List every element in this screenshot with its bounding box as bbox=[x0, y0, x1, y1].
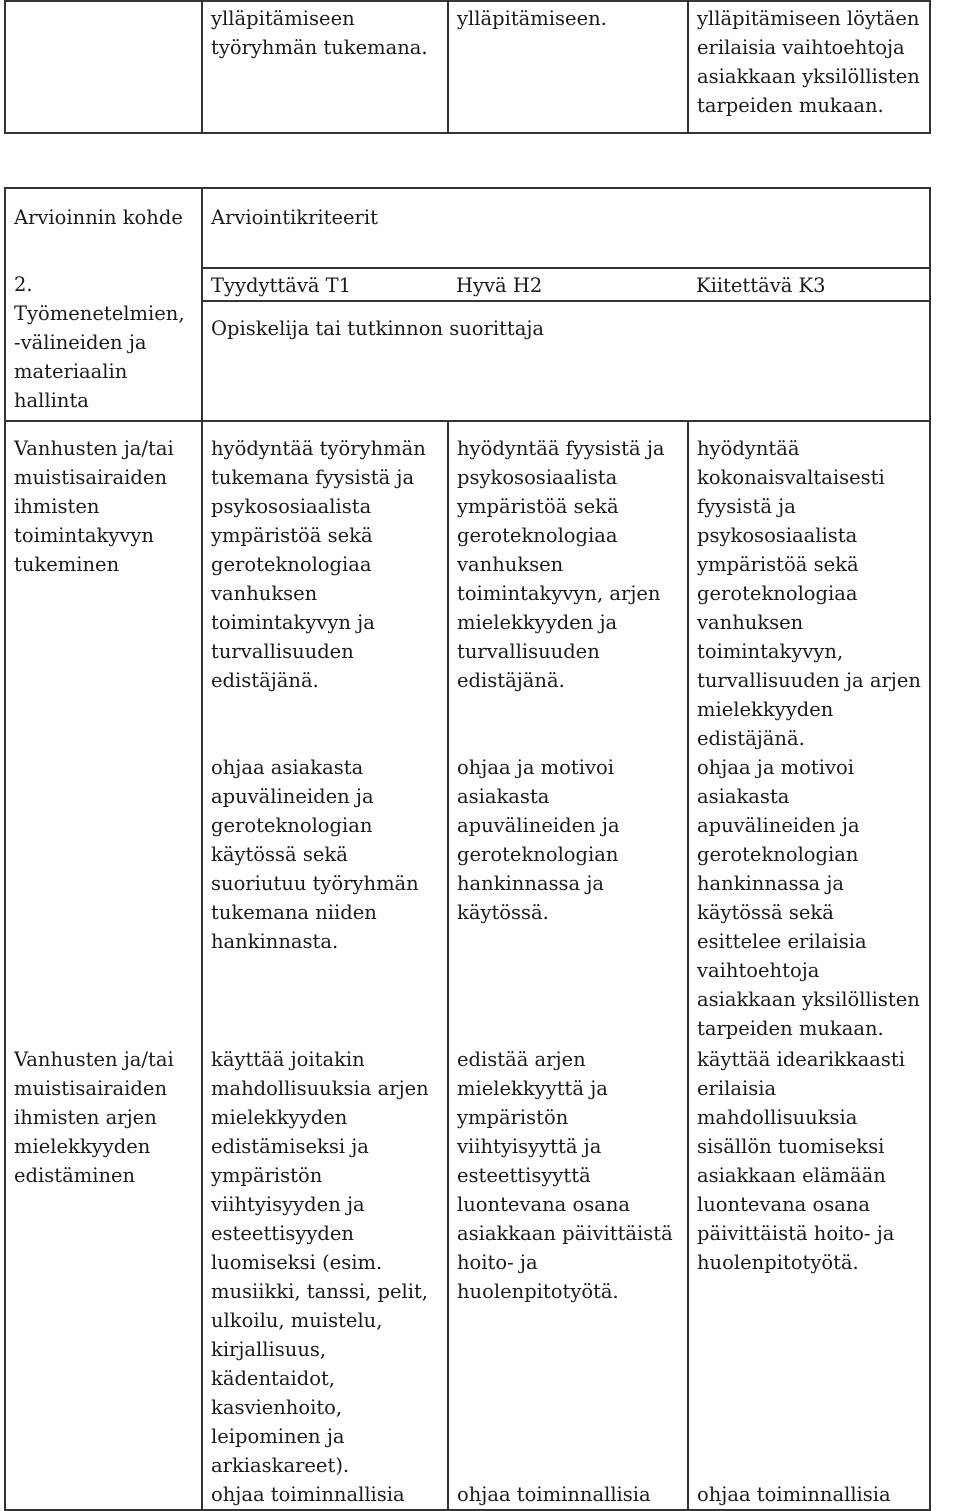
row-target: Vanhusten ja/tai muistisairaiden ihmisten arjen mielekkyyden edistäminen bbox=[14, 1048, 174, 1187]
top-cell-h2: ylläpitämiseen. bbox=[457, 7, 607, 30]
criterion-t1: ohjaa asiakasta apuvälineiden ja geroteknologian käytössä sekä suoriutuu työryhmän tukemana niiden hankinnasta. bbox=[211, 756, 419, 953]
table-cell bbox=[5, 268, 202, 421]
criterion-h2: edistää arjen mielekkyyttä ja ympäristön viihtyisyyttä ja esteettisyyttä luontevana osana asiakkaan päivittäistä hoito- ja huolenpitotyötä. bbox=[457, 1048, 673, 1303]
table-cell bbox=[5, 188, 202, 268]
table-cell bbox=[202, 421, 448, 1043]
criterion-h2: ohjaa toiminnallisia bbox=[457, 1483, 651, 1506]
table-row bbox=[5, 1043, 930, 1510]
criterion-t1: hyödyntää työryhmän tukemana fyysistä ja psykososiaalista ympäristöä sekä geroteknologiaa vanhuksen toimintakyvyn ja turvallisuuden edistäjänä. bbox=[211, 437, 426, 692]
table-row bbox=[5, 421, 930, 1043]
table-cell bbox=[202, 1043, 448, 1510]
criteria-header: Arviointikriteerit bbox=[211, 206, 378, 229]
table-cell bbox=[688, 268, 930, 301]
table-row bbox=[5, 1, 930, 133]
table-cell bbox=[202, 301, 930, 421]
table-cell bbox=[688, 1043, 930, 1510]
table-cell bbox=[5, 421, 202, 1043]
level-t1: Tyydyttävä T1 bbox=[211, 274, 352, 297]
top-cell-t1: ylläpitämiseen työryhmän tukemana. bbox=[211, 7, 428, 59]
performer-label: Opiskelija tai tutkinnon suorittaja bbox=[211, 317, 545, 341]
criterion-k3: hyödyntää kokonaisvaltaisesti fyysistä ja psykososiaalista ympäristöä sekä geroteknologiaa vanhuksen toimintakyvyn, turvallisuuden ja arjen mielekkyyden edistäjänä. bbox=[697, 437, 921, 750]
table-cell bbox=[448, 268, 688, 301]
level-k3: Kiitettävä K3 bbox=[696, 274, 826, 297]
table-cell bbox=[5, 1, 202, 133]
criterion-t1: ohjaa toiminnallisia bbox=[211, 1483, 405, 1506]
target-header: Arvioinnin kohde bbox=[14, 206, 183, 229]
table-row bbox=[5, 188, 930, 268]
level-h2: Hyvä H2 bbox=[456, 274, 543, 297]
criterion-h2: hyödyntää fyysistä ja psykososiaalista ympäristöä sekä geroteknologiaa vanhuksen toimintakyvyn, arjen mielekkyyden ja turvallisuuden edistäjänä. bbox=[457, 437, 665, 692]
table-cell bbox=[448, 1, 688, 133]
table-cell bbox=[688, 421, 930, 1043]
top-cell-k3: ylläpitämiseen löytäen erilaisia vaihtoehtoja asiakkaan yksilöllisten tarpeiden mukaan. bbox=[697, 7, 920, 117]
criterion-k3: ohjaa ja motivoi asiakasta apuvälineiden ja geroteknologian hankinnassa ja käytössä sekä esittelee erilaisia vaihtoehtoja asiakkaan yksilöllisten tarpeiden mukaan. bbox=[697, 756, 920, 1040]
criterion-k3: käyttää idearikkaasti erilaisia mahdollisuuksia sisällön tuomiseksi asiakkaan elämään luontevana osana päivittäistä hoito- ja huolenpitotyötä. bbox=[697, 1048, 905, 1274]
criterion-k3: ohjaa toiminnallisia bbox=[697, 1483, 891, 1506]
table-cell bbox=[448, 421, 688, 1043]
table-cell bbox=[688, 1, 930, 133]
row-target: Vanhusten ja/tai muistisairaiden ihmisten toimintakyvyn tukeminen bbox=[14, 437, 174, 576]
criterion-t1: käyttää joitakin mahdollisuuksia arjen mielekkyyden edistämiseksi ja ympäristön viihtyisyyden ja esteettisyyden luomiseksi (esim. musiikki, tanssi, pelit, ulkoilu, muistelu, kirjallisuus, kädentaidot, kasvienhoito, leipominen ja arkiaskareet). bbox=[211, 1048, 429, 1477]
table-row bbox=[5, 268, 930, 301]
criterion-h2: ohjaa ja motivoi asiakasta apuvälineiden ja geroteknologian hankinnassa ja käytössä. bbox=[457, 756, 620, 924]
continuation-table bbox=[4, 0, 931, 134]
criteria-table bbox=[4, 187, 931, 1511]
table-cell bbox=[5, 1043, 202, 1510]
table-cell bbox=[202, 188, 930, 268]
table-cell bbox=[202, 1, 448, 133]
table-cell bbox=[448, 1043, 688, 1510]
target-number: 2. Työmenetelmien, -välineiden ja materiaalin hallinta bbox=[14, 273, 185, 412]
table-cell bbox=[202, 268, 448, 301]
